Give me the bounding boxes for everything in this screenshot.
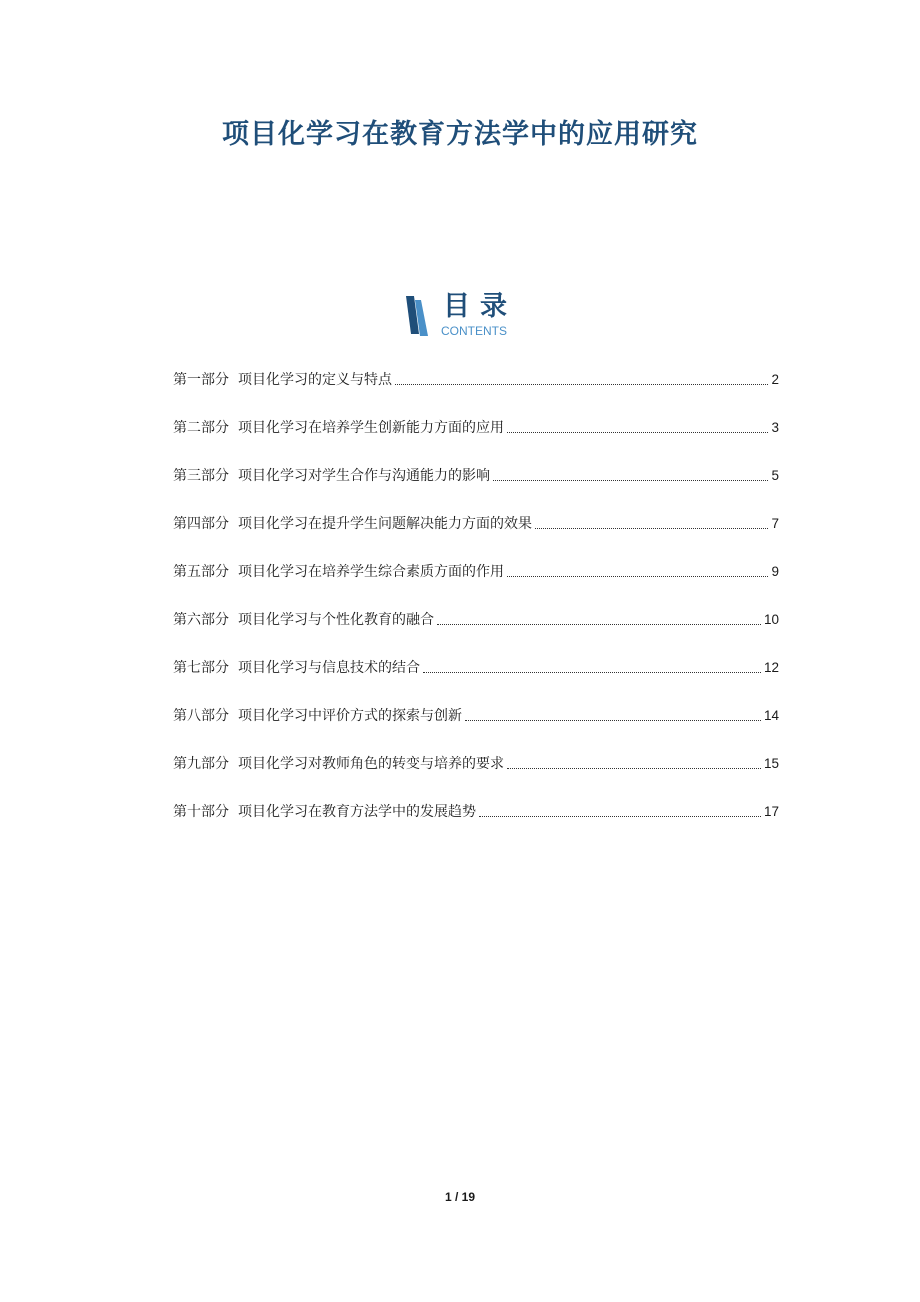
- toc-entry-page: 3: [771, 420, 779, 435]
- toc-entry-title: 项目化学习对教师角色的转变与培养的要求: [238, 756, 504, 772]
- toc-entry-leader: [423, 672, 761, 673]
- toc-entry-part: 第六部分: [173, 612, 229, 628]
- toc-entry-page: 5: [771, 468, 779, 483]
- toc-entry-part: 第八部分: [173, 708, 229, 724]
- toc-entry-leader: [395, 384, 768, 385]
- toc-entry[interactable]: [173, 414, 779, 438]
- toc-entry-leader: [535, 528, 768, 529]
- document-title: 项目化学习在教育方法学中的应用研究: [222, 119, 698, 150]
- toc-entry[interactable]: [173, 558, 779, 582]
- toc-entry-leader: [507, 768, 761, 769]
- toc-entry-page: 15: [763, 756, 779, 771]
- toc-entry[interactable]: [173, 798, 779, 822]
- toc-entry-part: 第四部分: [173, 516, 229, 532]
- toc-entry-title: 项目化学习在培养学生创新能力方面的应用: [238, 420, 504, 436]
- toc-entry-part: 第一部分: [173, 372, 229, 388]
- toc-entry-leader: [437, 624, 761, 625]
- toc-entry-part: 第三部分: [173, 468, 229, 484]
- toc-entry-title: 项目化学习中评价方式的探索与创新: [238, 708, 462, 724]
- toc-entry[interactable]: [173, 702, 779, 726]
- toc-entry-page: 7: [771, 516, 779, 531]
- toc-entry[interactable]: [173, 606, 779, 630]
- toc-entry-title: 项目化学习在提升学生问题解决能力方面的效果: [238, 516, 532, 532]
- toc-entry-part: 第九部分: [173, 756, 229, 772]
- toc-header: [405, 292, 535, 342]
- toc-entry-title: 项目化学习的定义与特点: [238, 372, 392, 388]
- toc-entry-leader: [507, 576, 768, 577]
- toc-subheading: CONTENTS: [441, 324, 507, 338]
- toc-entry[interactable]: [173, 366, 779, 390]
- toc-entry-page: 17: [763, 804, 779, 819]
- toc-entry-leader: [493, 480, 768, 481]
- toc-entry[interactable]: [173, 462, 779, 486]
- contents-logo-icon: [405, 294, 431, 338]
- toc-entry[interactable]: [173, 510, 779, 534]
- toc-entry-part: 第五部分: [173, 564, 229, 580]
- toc-entry-title: 项目化学习在教育方法学中的发展趋势: [238, 804, 476, 820]
- toc-entry-part: 第七部分: [173, 660, 229, 676]
- toc-heading: 目录: [443, 291, 517, 322]
- toc-entry-leader: [479, 816, 761, 817]
- toc-entry[interactable]: [173, 750, 779, 774]
- toc-entry-page: 2: [771, 372, 779, 387]
- page-indicator: 1 / 19: [444, 1190, 476, 1204]
- toc-entry-title: 项目化学习对学生合作与沟通能力的影响: [238, 468, 490, 484]
- toc-entry-part: 第十部分: [173, 804, 229, 820]
- toc-entry-page: 14: [763, 708, 779, 723]
- toc-entry-part: 第二部分: [173, 420, 229, 436]
- toc-entry[interactable]: [173, 654, 779, 678]
- toc-entry-leader: [507, 432, 768, 433]
- toc-entry-page: 10: [763, 612, 779, 627]
- toc-entry-leader: [465, 720, 761, 721]
- toc-entry-title: 项目化学习在培养学生综合素质方面的作用: [238, 564, 504, 580]
- toc-entry-title: 项目化学习与信息技术的结合: [238, 660, 420, 676]
- toc-entry-page: 9: [771, 564, 779, 579]
- toc-entry-title: 项目化学习与个性化教育的融合: [238, 612, 434, 628]
- toc-entry-page: 12: [763, 660, 779, 675]
